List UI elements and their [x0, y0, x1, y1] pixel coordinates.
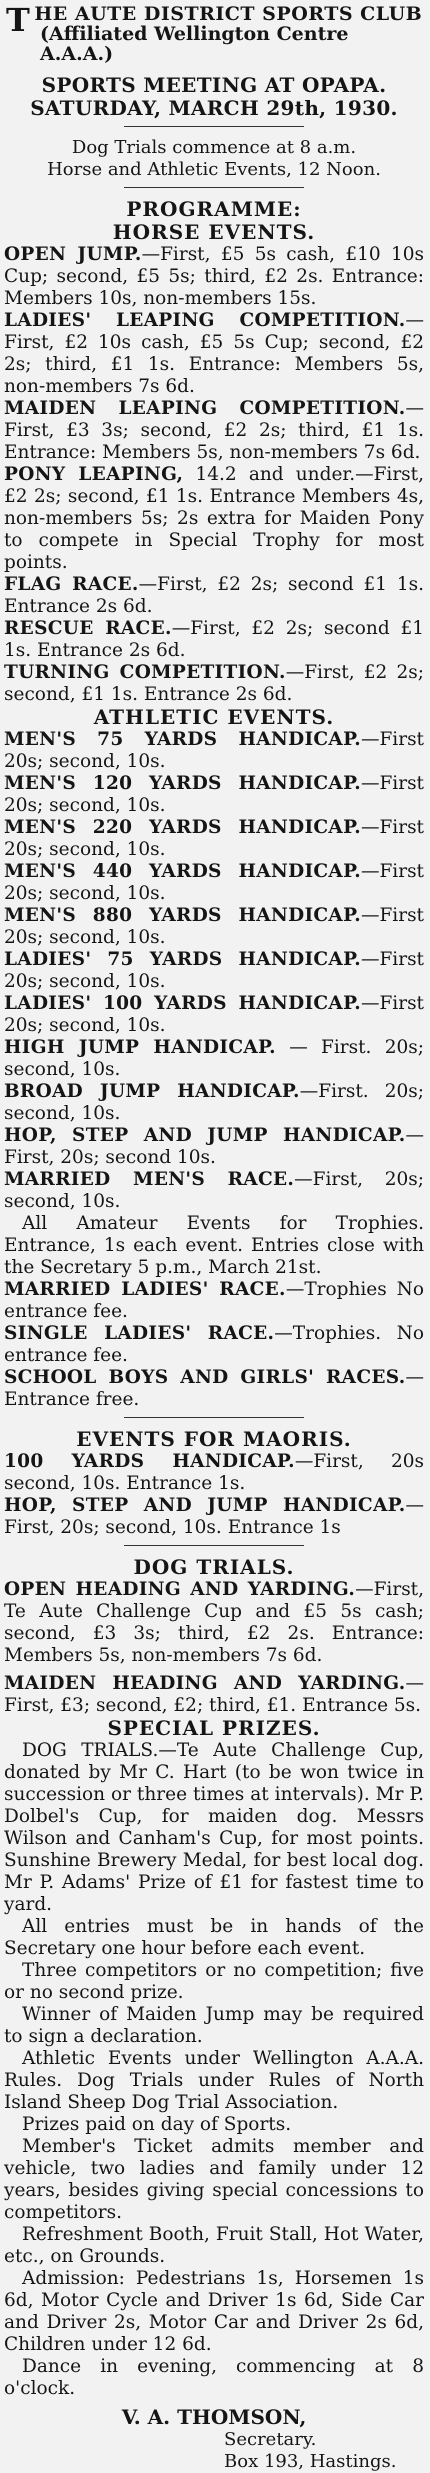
club-name: HE AUTE DISTRICT SPORTS CLUB [34, 3, 423, 25]
event-item: SCHOOL BOYS AND GIRLS' RACES.— Entrance free. [4, 1367, 424, 1410]
drop-cap: T [6, 1, 31, 39]
horse-events-list [4, 244, 424, 706]
club-title [6, 1, 424, 39]
note: Dance in evening, commencing at 8 o'clock. [4, 2356, 424, 2399]
note: Refreshment Booth, Fruit Stall, Hot Water, etc., on Grounds. [4, 2224, 424, 2267]
note: Prizes paid on day of Sports. [22, 2114, 292, 2135]
maori-events-list [4, 1451, 424, 1539]
event-item: MARRIED MEN'S RACE.—First, 20s; second, 10s. [4, 1169, 425, 1212]
event-item: MEN'S 220 YARDS HANDICAP.—First 20s; second, 10s. [4, 817, 424, 860]
note: All entries must be in hands of the Secretary one hour before each event. [4, 1916, 424, 1959]
note: Winner of Maiden Jump may be required to sign a declaration. [4, 2004, 424, 2047]
event-item: MEN'S 75 YARDS HANDICAP.—First 20s; second, 10s. [4, 729, 424, 772]
entry-note: All Amateur Events for Trophies. Entrance, 1s each event. Entries close with the Secretary 5 p.m., March 21st. [4, 1213, 424, 1278]
signature [4, 2406, 424, 2473]
event-item: MEN'S 440 YARDS HANDICAP.—First 20s; second, 10s. [4, 861, 424, 904]
dog-trials-heading: DOG TRIALS. [133, 1555, 295, 1579]
divider [124, 1417, 304, 1418]
athletic-events-list [4, 729, 424, 1411]
event-item: OPEN JUMP.—First, £5 5s cash, £10 10s Cup; second, £5 5s; third, £2 2s. Entrance: Members 10s, non-members 15s. [4, 244, 424, 309]
special-prizes-text: DOG TRIALS.—Te Aute Challenge Cup, donated by Mr C. Hart (to be won twice in succession or three times at intervals). Mr P. Dolbel's Cup, for maiden dog. Messrs Wilson and Canham's Cup, for most points. Sunshine Brewery Medal, for best local dog. Mr P. Adams' Prize of £1 for fastest time to yard. [4, 1740, 424, 1915]
event-item: MEN'S 880 YARDS HANDICAP.—First 20s; second, 10s. [4, 905, 424, 948]
maori-events-heading: EVENTS FOR MAORIS. [76, 1427, 352, 1451]
horse-events-heading: HORSE EVENTS. [112, 220, 316, 244]
events-time: Horse and Athletic Events, 12 Noon. [47, 159, 381, 180]
note: Admission: Pedestrians 1s, Horsemen 1s 6d, Motor Cycle and Driver 1s 6d, Side Car and Driver 2s, Motor Car and Driver 2s 6d, Children under 12 6d. [4, 2268, 424, 2355]
athletic-events-heading: ATHLETIC EVENTS. [93, 705, 335, 729]
event-item: LADIES' 100 YARDS HANDICAP.—First 20s; second, 10s. [4, 993, 424, 1036]
event-item: MEN'S 120 YARDS HANDICAP.—First 20s; second, 10s. [4, 773, 424, 816]
divider [124, 1545, 304, 1546]
event-item: HOP, STEP AND JUMP HANDICAP.—First, 20s; second, 10s. Entrance 1s [4, 1495, 424, 1538]
event-item: FLAG RACE.—First, £2 2s; second £1 1s. Entrance 2s 6d. [4, 574, 424, 617]
event-item: RESCUE RACE.—First, £2 2s; second £1 1s. Entrance 2s 6d. [4, 618, 424, 661]
event-item: BROAD JUMP HANDICAP.—First. 20s; second, 10s. [4, 1081, 424, 1124]
event-item: MARRIED LADIES' RACE.—Trophies No entrance fee. [4, 1279, 424, 1322]
secretary-address: Box 193, Hastings. [224, 2451, 397, 2472]
note: Athletic Events under Wellington A.A.A. Rules. Dog Trials under Rules of North Island Sheep Dog Trial Association. [4, 2048, 424, 2113]
event-item: OPEN HEADING AND YARDING.—First, Te Aute Challenge Cup and £5 5s cash; second, £3 3s; third, £2 2s. Entrance: Members 5s, non-members 7s 6d. [4, 1579, 424, 1666]
event-item: MAIDEN HEADING AND YARDING.—First, £3; second, £2; third, £1. Entrance 5s. [4, 1673, 424, 1716]
dog-trials-time: Dog Trials commence at 8 a.m. [71, 137, 357, 158]
meeting-date: SATURDAY, MARCH 29th, 1930. [30, 96, 398, 120]
note: Three competitors or no competition; five or no second prize. [4, 1960, 424, 2003]
affiliation: (Affiliated Wellington Centre A.A.A.) [40, 23, 349, 65]
notes-list [4, 1916, 424, 2400]
programme-heading: PROGRAMME: [126, 197, 302, 221]
event-item: LADIES' LEAPING COMPETITION.—First, £2 10s cash, £5 5s Cup; second, £2 2s; third, £1 1s. Entrance: Members 5s, non-members 7s 6d. [4, 310, 424, 397]
event-item: MAIDEN LEAPING COMPETITION.—First, £3 3s; second, £2 2s; third, £1 1s. Entrance: Members 5s, non-members 7s 6d. [4, 398, 424, 463]
secretary-name: V. A. THOMSON, [121, 2405, 307, 2429]
secretary-role: Secretary. [224, 2429, 317, 2450]
dog-events-list [4, 1579, 424, 1717]
special-prizes-heading: SPECIAL PRIZES. [107, 1716, 321, 1740]
meeting-title: SPORTS MEETING AT OPAPA. [41, 73, 387, 97]
event-item: HOP, STEP AND JUMP HANDICAP.—First, 20s; second 10s. [4, 1125, 424, 1168]
event-item: PONY LEAPING, 14.2 and under.—First, £2 2s; second, £1 1s. Entrance Members 4s, non-members 5s; 2s extra for Maiden Pony to compete in Special Trophy for most points. [4, 464, 424, 573]
event-item: 100 YARDS HANDICAP.—First, 20s second, 10s. Entrance 1s. [4, 1451, 424, 1494]
event-item: SINGLE LADIES' RACE.—Trophies. No entrance fee. [4, 1323, 424, 1366]
divider [124, 126, 304, 127]
header [4, 1, 424, 188]
event-item: HIGH JUMP HANDICAP. — First. 20s; second, 10s. [4, 1037, 424, 1080]
divider [124, 187, 304, 188]
event-item: TURNING COMPETITION.—First, £2 2s; second, £1 1s. Entrance 2s 6d. [4, 662, 424, 705]
event-item: LADIES' 75 YARDS HANDICAP.—First 20s; second, 10s. [4, 949, 424, 992]
note: Member's Ticket admits member and vehicle, two ladies and family under 12 years, besides giving special concessions to competitors. [4, 2136, 424, 2223]
